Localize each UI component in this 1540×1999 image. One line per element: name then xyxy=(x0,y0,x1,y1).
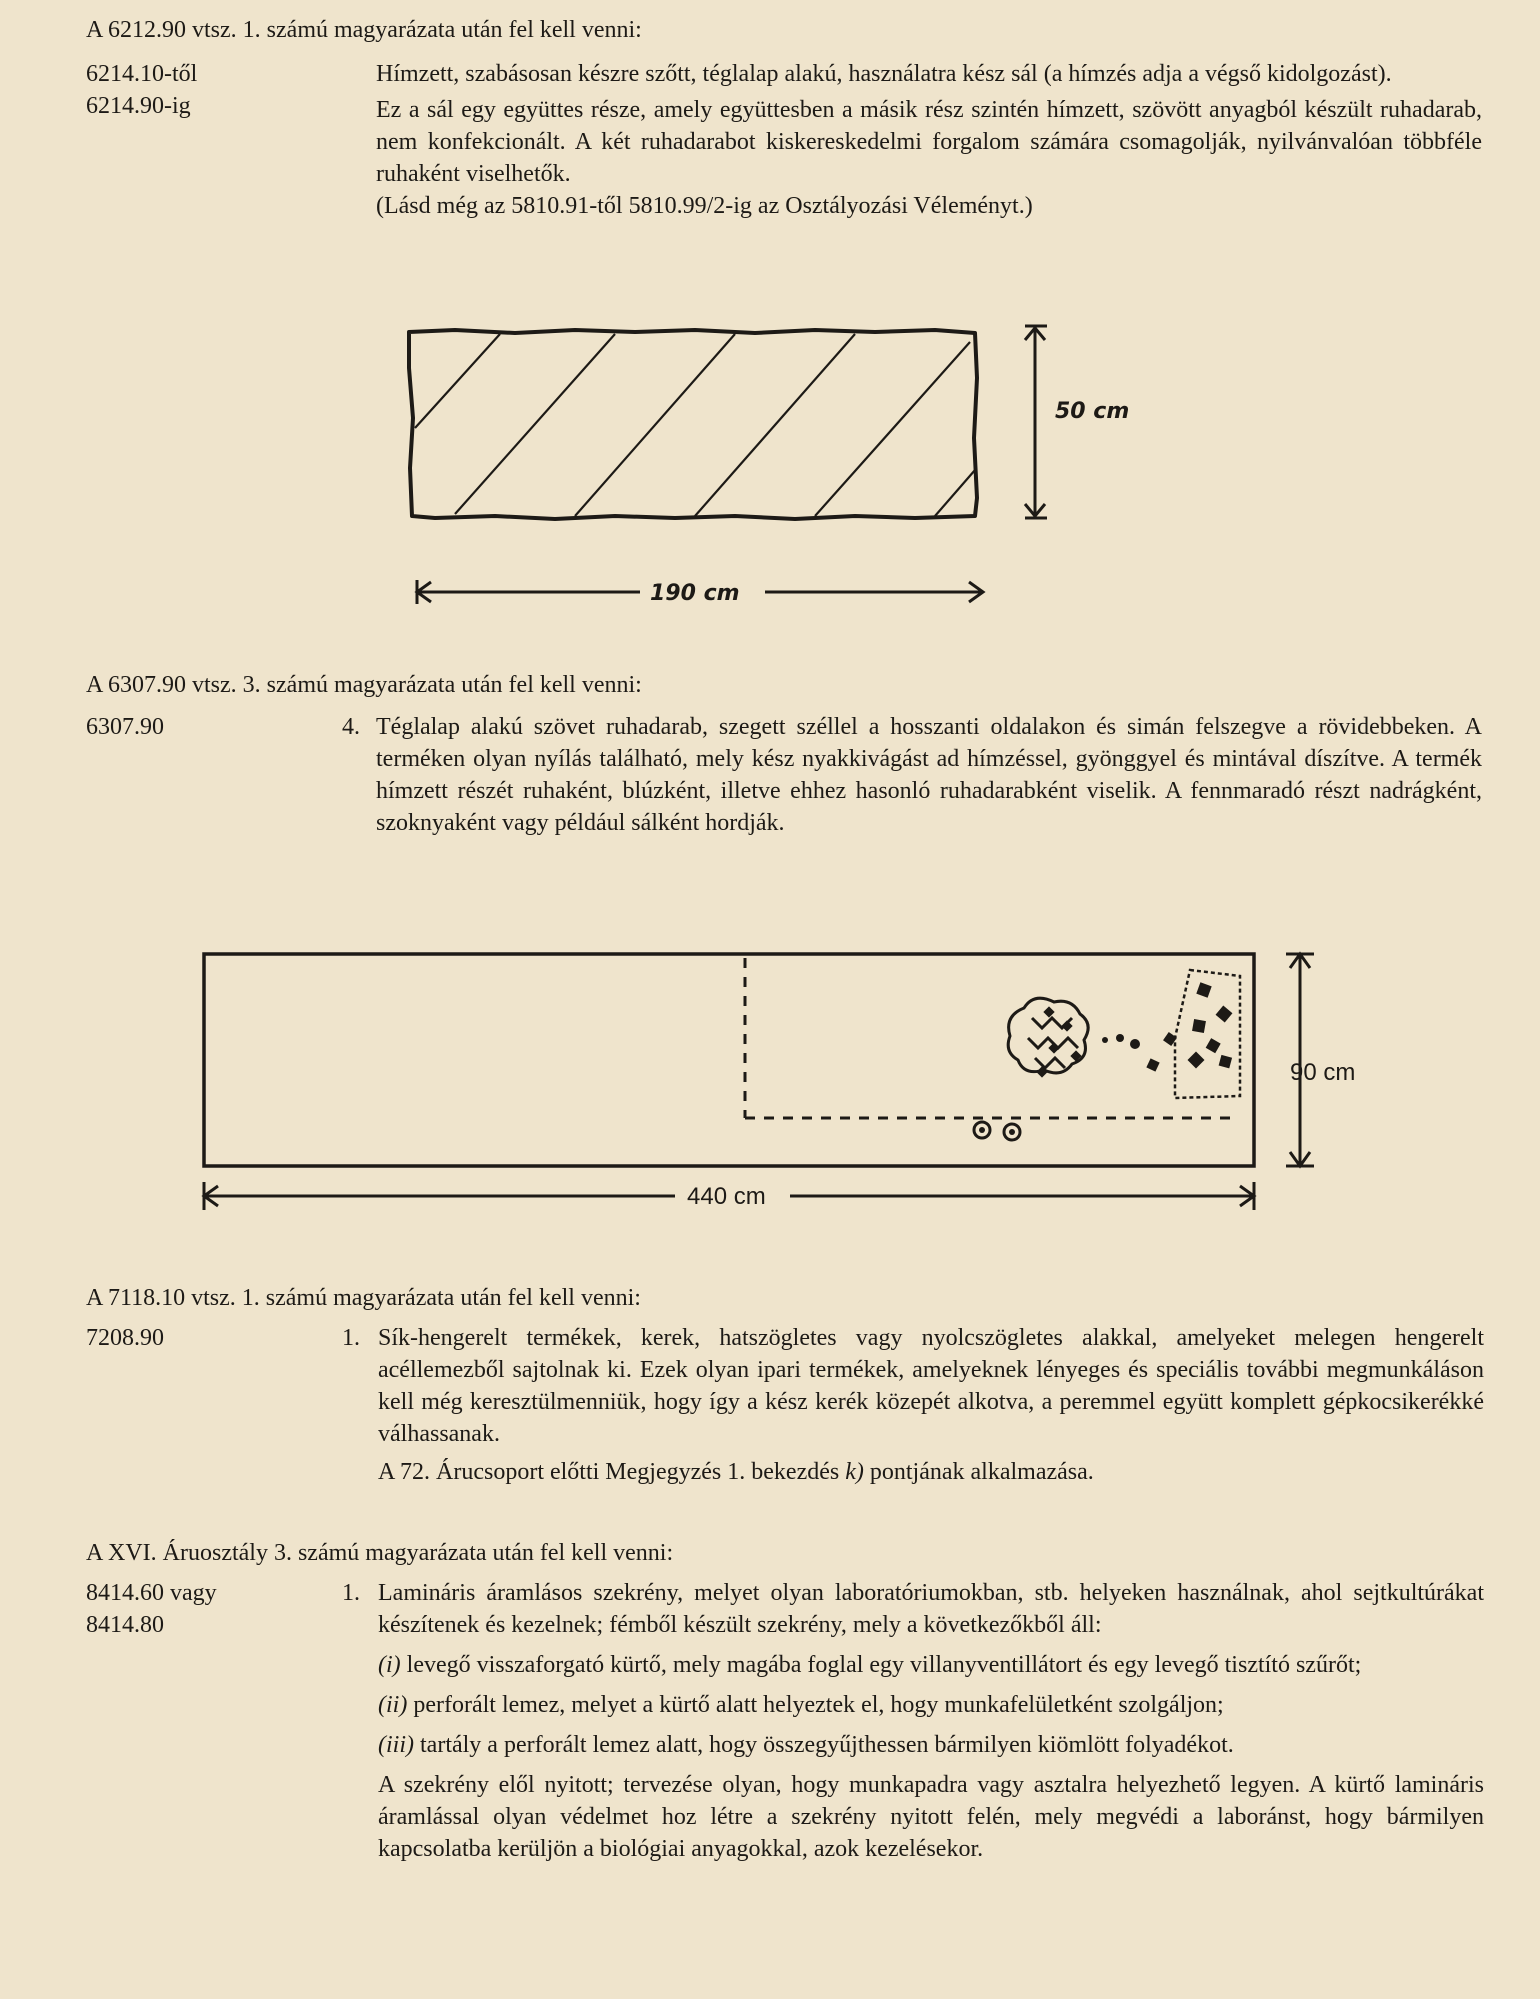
code-6307: 6307.90 xyxy=(86,714,164,740)
item-number: 1. xyxy=(342,1325,360,1351)
list-item xyxy=(378,1729,1484,1761)
code-line: 8414.60 vagy xyxy=(86,1580,217,1606)
hatch-line xyxy=(575,334,735,516)
height-label: 50 cm xyxy=(1055,399,1130,424)
height-label: 90 cm xyxy=(1290,1059,1356,1086)
item-number: 1. xyxy=(342,1580,360,1606)
hatch-line xyxy=(695,334,855,516)
code-line: 6214.90-ig xyxy=(86,93,191,119)
hatch-line xyxy=(815,342,970,516)
code-line: 6214.10-től xyxy=(86,61,198,87)
code-6214-range xyxy=(86,58,197,122)
section-heading-6307: A 6307.90 vtsz. 3. számú magyarázata után fel kell venni: xyxy=(86,672,642,698)
note-italic: k) xyxy=(845,1459,864,1485)
paragraph: Sík-hengerelt termékek, kerek, hatszögletes vagy nyolcszögletes alakkal, amelyeket melegen hengerelt acéllemezből sajtolnak ki. Ezek olyan ipari termékek, amelyeknek lényeges és speciális további megmunkáláson kell még keresztülmenniük, hogy így a kész kerék közepét alkotva, a peremmel együtt komplett gépkocsikerékké válhassanak. xyxy=(378,1325,1484,1447)
paragraph: (Lásd még az 5810.91-től 5810.99/2-ig az Osztályozási Véleményt.) xyxy=(376,193,1033,219)
list-item-text: tartály a perforált lemez alatt, hogy összegyűjthessen bármilyen kiömlött folyadékot. xyxy=(414,1732,1234,1758)
hatch-line xyxy=(415,334,500,428)
code-7208: 7208.90 xyxy=(86,1325,164,1351)
list-item-label: (ii) xyxy=(378,1692,408,1718)
scarf-diagram xyxy=(395,318,1130,618)
list-item xyxy=(378,1689,1484,1721)
list-item-text: levegő visszaforgató kürtő, mely magába foglal egy villanyventillátort és egy levegő tisztító szűrőt; xyxy=(400,1652,1362,1678)
section-heading-xvi: A XVI. Áruosztály 3. számú magyarázata után fel kell venni: xyxy=(86,1540,674,1566)
note-text: pontjának alkalmazása. xyxy=(863,1459,1094,1485)
list-item-label: (iii) xyxy=(378,1732,414,1758)
garment-outline xyxy=(204,954,1254,1166)
list-item xyxy=(378,1649,1484,1681)
paragraph: Lamináris áramlásos szekrény, melyet olyan laboratóriumokban, stb. helyeken használnak, ahol sejtkultúrákat készítenek és kezelnek; fémből készült szekrény, mely a következőkből áll: xyxy=(378,1580,1484,1638)
section-heading-7118: A 7118.10 vtsz. 1. számú magyarázata után fel kell venni: xyxy=(86,1285,641,1311)
width-label: 440 cm xyxy=(687,1183,766,1210)
code-line: 8414.80 xyxy=(86,1612,164,1638)
paragraph-note xyxy=(378,1456,1484,1488)
list-item-text: perforált lemez, melyet a kürtő alatt helyeztek el, hogy munkafelületként szolgáljon; xyxy=(407,1692,1224,1718)
item-number: 4. xyxy=(342,714,360,740)
section-body-8414 xyxy=(378,1577,1484,1865)
paragraph: A szekrény elől nyitott; tervezése olyan, hogy munkapadra vagy asztalra helyezhető legyen. A kürtő lamináris áramlással olyan védelmet hoz létre a szekrény nyitott felén, mely megvédi a laboránst, hogy bármilyen kapcsolatba kerüljön a biológiai anyagokkal, azok kezelésekor. xyxy=(378,1772,1484,1862)
list-item-label: (i) xyxy=(378,1652,401,1678)
paragraph: Téglalap alakú szövet ruhadarab, szegett széllel a hosszanti oldalakon és simán felszegve a rövidebbeken. A terméken olyan nyílás található, mely kész nyakkivágást ad hímzéssel, gyönggyel és mintával díszítve. A termék hímzett részét ruhaként, blúzként, illetve ehhez hasonló ruhadarabként viselik. A fennmaradó részt nadrágként, szoknyaként vagy például sálként hordják. xyxy=(376,714,1482,836)
code-8414 xyxy=(86,1577,217,1641)
section-body-6307 xyxy=(376,711,1482,839)
width-label: 190 cm xyxy=(650,581,740,606)
section-body-6214 xyxy=(376,58,1482,222)
hatch-line xyxy=(935,470,975,516)
paragraph: Ez a sál egy együttes része, amely együttesben a másik rész szintén hímzett, szövött anyagból készült ruhadarab, nem konfekcionált. A két ruhadarabot kiskereskedelmi forgalom számára csomagolják, nyilvánvalóan többféle ruhaként viselhetők. xyxy=(376,97,1482,187)
embroidery-pattern xyxy=(974,970,1240,1140)
paragraph: Hímzett, szabásosan készre szőtt, téglalap alakú, használatra kész sál (a hímzés adja a végső kidolgozást). xyxy=(376,61,1392,87)
scarf-outline xyxy=(409,330,977,519)
section-heading-6212: A 6212.90 vtsz. 1. számú magyarázata után fel kell venni: xyxy=(86,17,642,43)
section-body-7208 xyxy=(378,1322,1484,1488)
garment-diagram xyxy=(190,948,1356,1218)
hatch-line xyxy=(455,334,615,514)
note-text: A 72. Árucsoport előtti Megjegyzés 1. bekezdés xyxy=(378,1459,846,1485)
